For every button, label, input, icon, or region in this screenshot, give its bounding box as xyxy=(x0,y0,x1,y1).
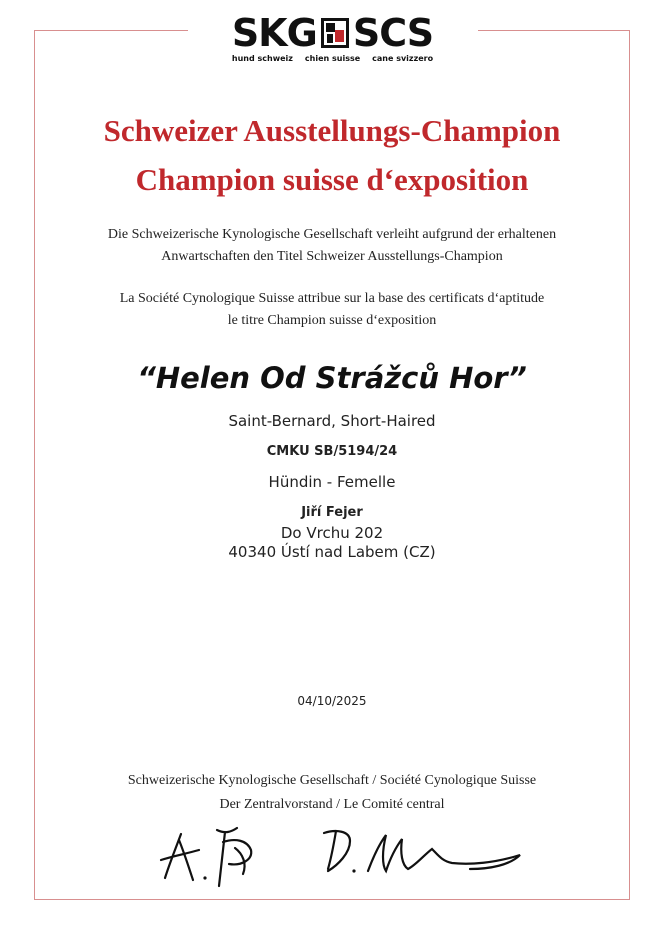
logo-sub-fr: chien suisse xyxy=(304,54,361,63)
certificate-border xyxy=(34,30,630,900)
owner-address-line2: 40340 Ústí nad Labem (CZ) xyxy=(228,543,436,561)
title-german: Schweizer Ausstellungs-Champion xyxy=(103,113,561,148)
paragraph-french-line1: La Société Cynologique Suisse attribue sur la base des certificats d‘aptitude xyxy=(119,291,545,306)
paragraph-german-line2: Anwartschaften den Titel Schweizer Ausstellungs-Champion xyxy=(161,249,503,264)
logo-scs: SCS xyxy=(352,11,434,55)
dog-registration: CMKU SB/5194/24 xyxy=(266,444,398,459)
skg-scs-logo xyxy=(205,12,460,70)
signature-1 xyxy=(155,820,290,892)
logo-sub-it: cane svizzero xyxy=(372,54,434,63)
paragraph-french xyxy=(60,288,604,332)
logo-sub-de: hund schweiz xyxy=(231,54,293,63)
owner-name: Jiří Fejer xyxy=(301,505,363,520)
footer-organization: Schweizerische Kynologische Gesellschaft / Société Cynologique Suisse xyxy=(127,773,537,788)
dog-sex: Hündin - Femelle xyxy=(268,473,396,491)
title-french: Champion suisse d‘exposition xyxy=(135,162,529,197)
dog-name: “Helen Od Strážců Hor” xyxy=(137,361,527,395)
paragraph-german xyxy=(60,224,604,268)
paragraph-german-line1: Die Schweizerische Kynologische Gesellschaft verleiht aufgrund der erhaltenen xyxy=(107,227,557,242)
certificate-date: 04/10/2025 xyxy=(297,694,367,708)
paragraph-french-line2: le titre Champion suisse d‘exposition xyxy=(227,313,437,328)
footer-committee: Der Zentralvorstand / Le Comité central xyxy=(219,797,445,812)
dog-breed: Saint-Bernard, Short-Haired xyxy=(228,412,436,430)
logo-emblem-icon xyxy=(320,17,350,49)
signature-2 xyxy=(320,825,535,885)
logo-skg: SKG xyxy=(231,11,317,55)
owner-address-line1: Do Vrchu 202 xyxy=(280,524,384,542)
